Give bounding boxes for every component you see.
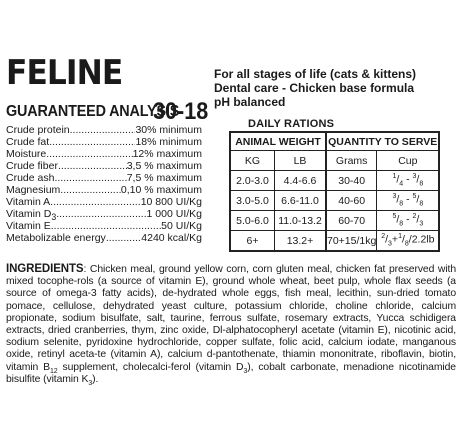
- table-group-header-row: [230, 132, 439, 151]
- table-cell: $^3/_8 - ^5/_8$: [377, 191, 440, 211]
- analysis-item: [6, 208, 202, 223]
- ingredients-heading: INGREDIENTS: [6, 263, 84, 275]
- table-row: [230, 211, 439, 231]
- analysis-item-label: Crude fiber: [6, 160, 58, 172]
- analysis-item-value: 12% maximum: [132, 148, 202, 160]
- analysis-item-value: 1 000 UI/Kg: [146, 208, 202, 220]
- table-row: [230, 171, 439, 191]
- analysis-ratio: 30-18: [153, 98, 209, 125]
- analysis-item-label: Vitamin $D_3$: [6, 208, 57, 223]
- table-cell: 60-70: [326, 211, 377, 231]
- leader-dots: [60, 184, 121, 196]
- analysis-item: [6, 124, 202, 136]
- table-cell: 70+15/1kg: [326, 231, 377, 252]
- product-title: FELINE: [6, 53, 123, 93]
- analysis-item-value: 4240 kcal/Kg: [141, 232, 202, 244]
- leader-dots: [51, 220, 161, 232]
- table-cell: 2.0-3.0: [230, 171, 275, 191]
- analysis-item: [6, 184, 202, 196]
- life-stage-claims: [214, 67, 416, 109]
- table-cell: 6+: [230, 231, 275, 252]
- analysis-item-value: 18% minimum: [135, 136, 202, 148]
- table-row: [230, 231, 439, 252]
- analysis-item: [6, 196, 202, 208]
- analysis-item-label: Crude fat: [6, 136, 50, 148]
- analysis-item-value: 7,5 % maximum: [126, 172, 202, 184]
- analysis-item: [6, 220, 202, 232]
- leader-dots: [54, 172, 126, 184]
- analysis-item-label: Crude ash: [6, 172, 55, 184]
- analysis-item-value: 30% minimum: [135, 124, 202, 136]
- table-cell: 5.0-6.0: [230, 211, 275, 231]
- leader-dots: [49, 136, 135, 148]
- table-column-header-row: [230, 151, 439, 171]
- table-cell: 6.6-11.0: [275, 191, 327, 211]
- analysis-item-label: Metabolizable energy: [6, 232, 106, 244]
- claim-line: pH balanced: [214, 95, 286, 109]
- claim-line: For all stages of life (cats & kittens): [214, 67, 417, 81]
- group-header-animal-weight: ANIMAL WEIGHT: [230, 132, 326, 151]
- analysis-item-value: 10 800 UI/Kg: [140, 196, 202, 208]
- table-cell: 3.0-5.0: [230, 191, 275, 211]
- analysis-item: [6, 160, 202, 172]
- analysis-item-label: Magnesium: [6, 184, 61, 196]
- daily-rations-table: [229, 131, 440, 252]
- table-cell: 11.0-13.2: [275, 211, 327, 231]
- guaranteed-analysis-label: GUARANTEED ANALYSIS: [6, 103, 180, 120]
- table-row: [230, 191, 439, 211]
- analysis-item: [6, 172, 202, 184]
- table-cell: 40-60: [326, 191, 377, 211]
- analysis-item-label: Vitamin E: [6, 220, 51, 232]
- analysis-item-label: Moisture: [6, 148, 47, 160]
- analysis-item-value: 3,5 % maximum: [126, 160, 202, 172]
- table-cell: $^5/_8 - ^2/_3$: [377, 211, 440, 231]
- ingredients-text: : Chicken meal, ground yellow corn, corn gluten meal, chicken fat preserved with mixed tocophe-rols (a source of vitamin E), ground whole wheat, beet pulp, whole flax seeds (a source of omega-3 fatty acids), de-hydrated whole eggs, fish meal, lecithin, sun-dried tomato pomace, cellulose, dehydrated yeast culture, potassium chloride, choline chloride, calcium propionate, sodium bisulfate, salt, taurine, ferrous sulfate, rosemary extracts, Yucca schidigera extracts, dried cranberries, thym, zinc oxide, Dl-alphatocopheryl acetate (vitamin E), nicotinic acid, sodium selenite, pyridoxine hydrochloride, copper sulfate, folic acid, calcium iodate, manganous oxide, retinyl aceta-te (vitamin A), calcium d-pantothenate, thiamin mononitrate, riboflavin, biotin, vitamin $B_{12}$ supplement, cholecalci-ferol (vitamin $D_3$), cobalt carbonate, menadione nicotinamide bisulfite (vitamin $K_3$).: [6, 264, 456, 387]
- table-cell: $^1/_4 - ^3/_8$: [377, 171, 440, 191]
- analysis-item: [6, 232, 202, 244]
- analysis-item: [6, 136, 202, 148]
- leader-dots: [58, 160, 127, 172]
- analysis-item-value: 50 UI/Kg: [161, 220, 202, 232]
- group-header-quantity: QUANTITY TO SERVE: [326, 132, 439, 151]
- daily-rations-title: DAILY RATIONS: [248, 118, 335, 130]
- leader-dots: [46, 148, 132, 160]
- column-header: Grams: [326, 151, 377, 171]
- ingredients-paragraph: [6, 263, 456, 386]
- table-cell: 4.4-6.6: [275, 171, 327, 191]
- analysis-item-label: Vitamin A: [6, 196, 51, 208]
- leader-dots: [50, 196, 141, 208]
- column-header: Cup: [377, 151, 440, 171]
- guaranteed-analysis-header: [6, 97, 209, 127]
- table-cell: 30-40: [326, 171, 377, 191]
- leader-dots: [106, 232, 141, 244]
- leader-dots: [70, 124, 136, 136]
- analysis-item-label: Crude protein: [6, 124, 70, 136]
- leader-dots: [56, 208, 146, 220]
- analysis-item: [6, 148, 202, 160]
- guaranteed-analysis-list: [6, 124, 202, 244]
- table-cell: 13.2+: [275, 231, 327, 252]
- column-header: KG: [230, 151, 275, 171]
- column-header: LB: [275, 151, 327, 171]
- analysis-item-value: 0,10 % maximum: [120, 184, 202, 196]
- claim-line: Dental care - Chicken base formula: [214, 81, 415, 95]
- table-cell: $^2/_3+^1/_8/2.2lb$: [377, 231, 440, 252]
